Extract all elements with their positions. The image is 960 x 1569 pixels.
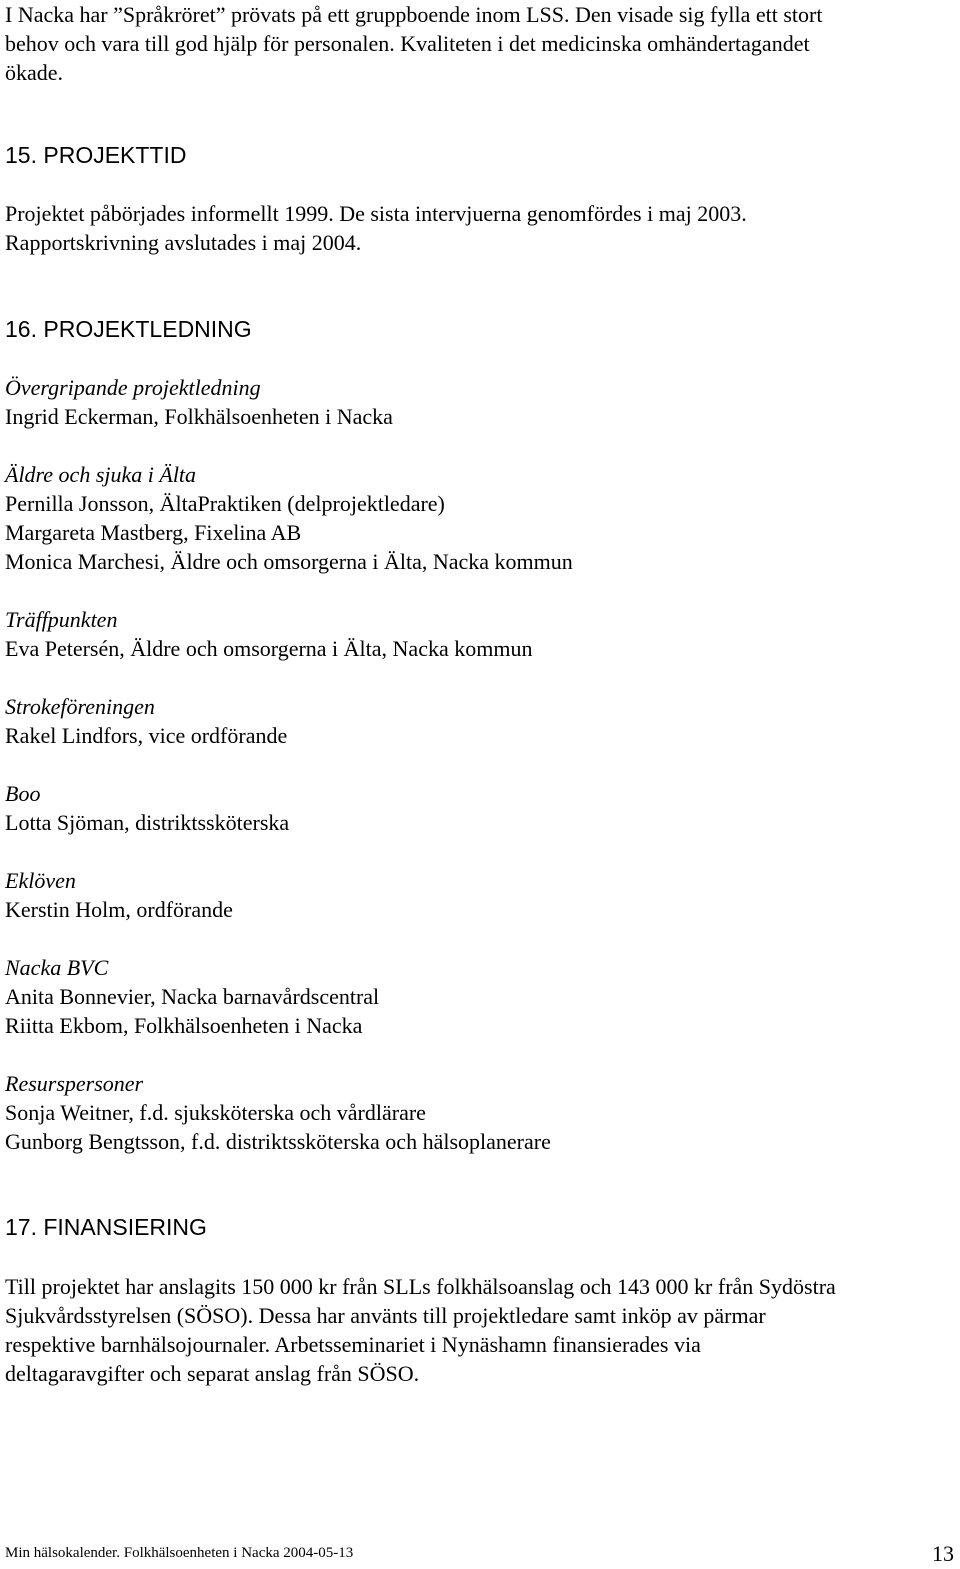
group-member: Riitta Ekbom, Folkhälsoenheten i Nacka [5, 1013, 363, 1038]
group-title: Boo [5, 781, 41, 806]
group-member: Eva Petersén, Äldre och omsorgerna i Älta, Nacka kommun [5, 636, 533, 661]
group-member: Lotta Sjöman, distriktssköterska [5, 810, 290, 835]
group-member: Anita Bonnevier, Nacka barnavårdscentral [5, 984, 380, 1009]
group-title: Äldre och sjuka i Älta [5, 462, 197, 487]
section-17-line-1: Till projektet har anslagits 150 000 kr från SLLs folkhälsoanslag och 143 000 kr från Sydöstra [5, 1274, 836, 1299]
group-title: Resurspersoner [5, 1071, 144, 1096]
page-number: 13 [932, 1541, 954, 1566]
group-member: Margareta Mastberg, Fixelina AB [5, 520, 302, 545]
group-title: Träffpunkten [5, 607, 118, 632]
section-15-line-1: Projektet påbörjades informellt 1999. De sista intervjuerna genomfördes i maj 2003. [5, 201, 747, 226]
section-17-line-4: deltagaravgifter och separat anslag från SÖSO. [5, 1361, 420, 1386]
footer-text: Min hälsokalender. Folkhälsoenheten i Nacka 2004-05-13 [5, 1545, 354, 1561]
group-title: Nacka BVC [5, 955, 109, 980]
group-member: Kerstin Holm, ordförande [5, 897, 233, 922]
section-17-heading: 17. FINANSIERING [5, 1214, 207, 1240]
section-17-line-3: respektive barnhälsojournaler. Arbetsseminariet i Nynäshamn finansierades via [5, 1332, 701, 1357]
section-15-line-2: Rapportskrivning avslutades i maj 2004. [5, 230, 362, 255]
intro-line-1: I Nacka har ”Språkröret” prövats på ett gruppboende inom LSS. Den visade sig fylla ett stort [5, 2, 823, 27]
section-15-heading: 15. PROJEKTTID [5, 142, 187, 168]
group-title: Eklöven [5, 868, 76, 893]
group-member: Monica Marchesi, Äldre och omsorgerna i Älta, Nacka kommun [5, 549, 573, 574]
group-member: Pernilla Jonsson, ÄltaPraktiken (delprojektledare) [5, 491, 445, 516]
group-member: Sonja Weitner, f.d. sjuksköterska och vårdlärare [5, 1100, 426, 1125]
group-member: Rakel Lindfors, vice ordförande [5, 723, 288, 748]
group-title: Strokeföreningen [5, 694, 155, 719]
section-17-line-2: Sjukvårdsstyrelsen (SÖSO). Dessa har använts till projektledare samt inköp av pärmar [5, 1303, 766, 1328]
group-title: Övergripande projektledning [5, 375, 261, 400]
group-member: Gunborg Bengtsson, f.d. distriktssköterska och hälsoplanerare [5, 1129, 551, 1154]
intro-line-3: ökade. [5, 60, 64, 85]
group-member: Ingrid Eckerman, Folkhälsoenheten i Nacka [5, 404, 393, 429]
intro-line-2: behov och vara till god hjälp för personalen. Kvaliteten i det medicinska omhändertagandet [5, 31, 810, 56]
section-16-heading: 16. PROJEKTLEDNING [5, 316, 252, 342]
